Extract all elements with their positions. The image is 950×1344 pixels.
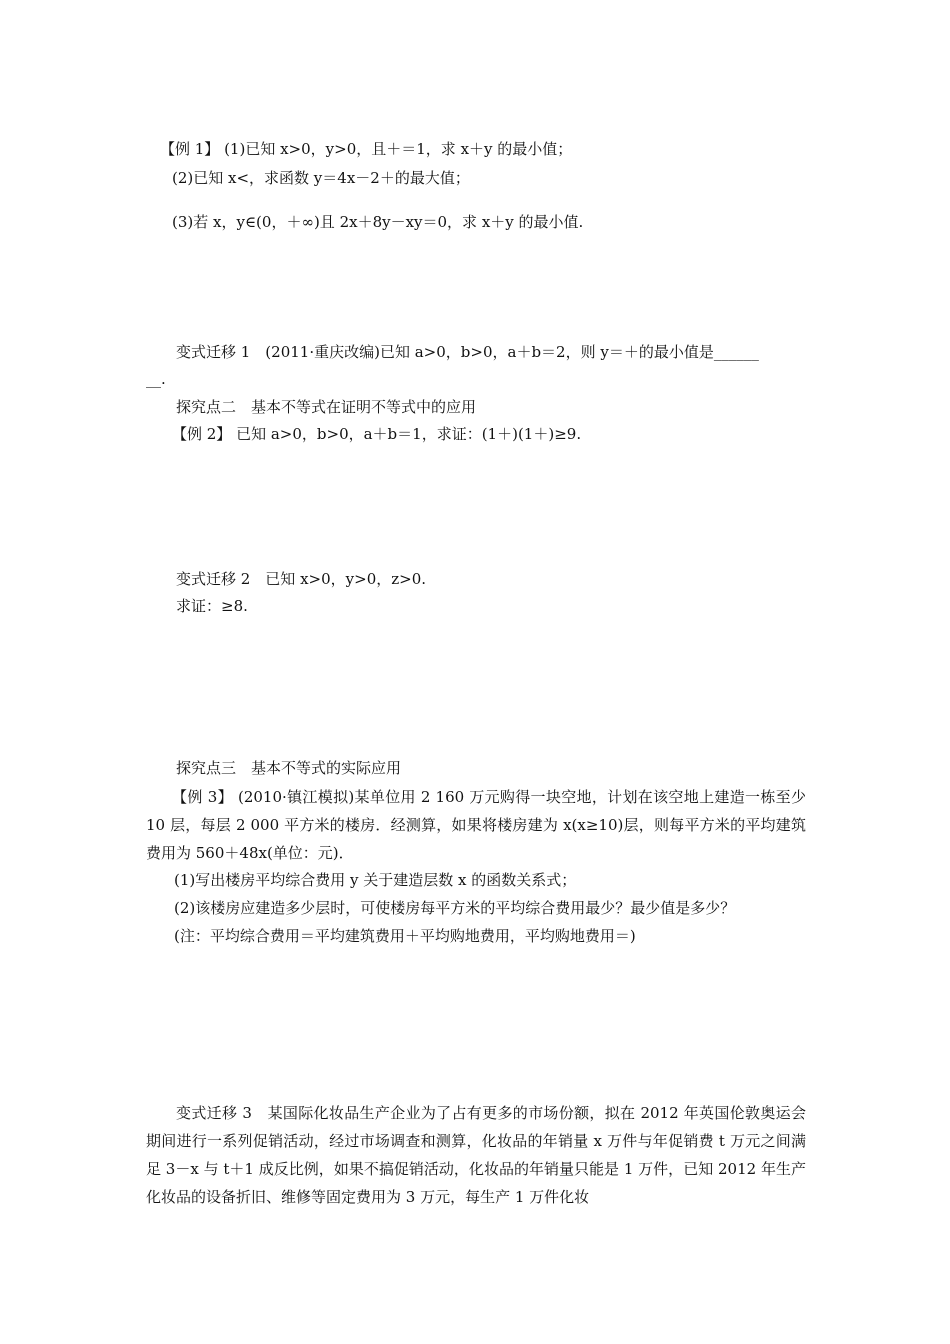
example-3-question-2: (2)该楼房应建造多少层时，可使楼房每平方米的平均综合费用最少？最少值是多少？ — [174, 899, 736, 917]
section-heading-point-3: 探究点三 基本不等式的实际应用 — [176, 759, 402, 777]
example-2: 【例 2】 已知 a>0，b>0，a＋b＝1，求证：(1＋)(1＋)≥9. — [172, 425, 582, 443]
variant-1-line-2: __. — [146, 370, 166, 388]
variant-2-line-2: 求证：≥8. — [176, 597, 248, 615]
example-1-part-1: 【例 1】 (1)已知 x>0，y>0，且＋＝1，求 x＋y 的最小值； — [160, 140, 573, 158]
variant-1-line-1: 变式迁移 1 (2011·重庆改编)已知 a>0，b>0，a＋b＝2，则 y＝＋的最小值是______ — [176, 343, 759, 361]
example-1-part-2: (2)已知 x<，求函数 y＝4x－2＋的最大值； — [172, 169, 470, 187]
variant-3-paragraph: 变式迁移 3 某国际化妆品生产企业为了占有更多的市场份额，拟在 2012 年英国伦敦奥运会期间进行一系列促销活动，经过市场调查和测算，化妆品的年销量 x 万件与年促销费 t 万元之间满足 3－x 与 t＋1 成反比例，如果不搞促销活动，化妆品的年销量只能是 1 万件，已知 2012 年生产化妆品的设备折旧、维修等固定费用为 3 万元，每生产 1 万件化妆 — [146, 1104, 806, 1206]
example-3-note: (注：平均综合费用＝平均建筑费用＋平均购地费用，平均购地费用＝) — [174, 927, 636, 945]
variant-2-line-1: 变式迁移 2 已知 x>0，y>0，z>0. — [176, 570, 427, 588]
example-3-question-1: (1)写出楼房平均综合费用 y 关于建造层数 x 的函数关系式； — [174, 871, 577, 889]
example-1-part-3: (3)若 x，y∈(0，＋∞)且 2x＋8y－xy＝0，求 x＋y 的最小值. — [172, 213, 584, 231]
example-3-paragraph: 【例 3】 (2010·镇江模拟)某单位用 2 160 万元购得一块空地，计划在该空地上建造一栋至少 10 层，每层 2 000 平方米的楼房．经测算，如果将楼房建为 x(x≥10)层，则每平方米的平均建筑费用为 560＋48x(单位：元)． — [146, 788, 806, 862]
section-heading-point-2: 探究点二 基本不等式在证明不等式中的应用 — [176, 398, 477, 416]
